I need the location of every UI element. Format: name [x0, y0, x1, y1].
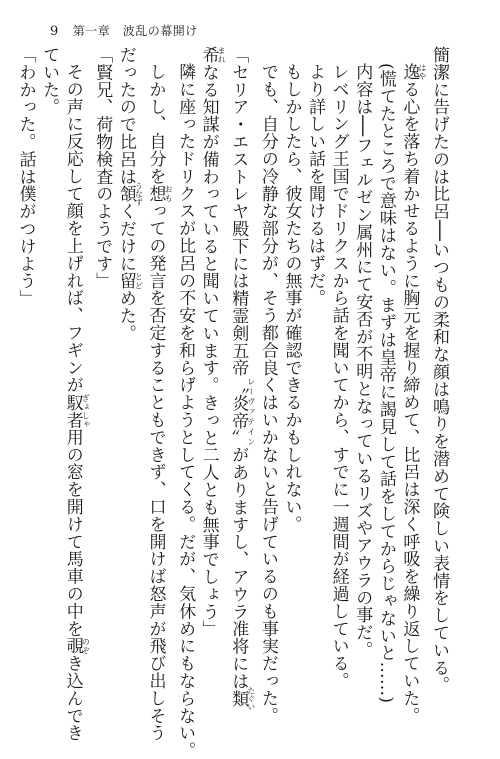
text-segment: ていた。 — [39, 46, 60, 116]
text-line — [60, 46, 91, 742]
text-segment: なる知謀が備わっていると聞いています。きっと二人とも無事でしょう」 — [198, 63, 219, 638]
ruby-base: 想 — [145, 184, 166, 203]
text-segment: その声に反応して顔を上げれば、フギンが — [62, 63, 83, 394]
text-segment: しかし、自分を — [145, 63, 166, 185]
text-segment: 隣に座ったドリクスが比呂の不安を和らげようとしてくる。だが、気休めにもならない。 — [175, 63, 196, 759]
ruby-base: 馭者 — [62, 393, 83, 429]
text-segment: でも、自分の冷静な部分が、そう都合良くはいかないと告げているのも事実だった。 — [257, 63, 278, 725]
text-segment: き込んでき — [62, 654, 83, 742]
ruby-reading: はや — [417, 63, 427, 81]
text-line — [373, 46, 397, 704]
text-segment: 「セリア・エストレヤ殿下には精霊剣五帝 — [228, 46, 249, 377]
text-segment: くだけに — [115, 202, 136, 273]
text-segment: めた。 — [115, 289, 136, 342]
ruby-word — [115, 181, 144, 206]
text-line — [90, 46, 114, 666]
ruby-word — [62, 637, 91, 655]
ruby-base: 〝炎帝〟 — [228, 376, 249, 447]
ruby-reading: たぐい — [246, 686, 256, 711]
text-line — [196, 46, 226, 666]
ruby-word — [228, 686, 256, 711]
running-header — [50, 22, 198, 39]
ruby-reading: のぞ — [81, 637, 91, 655]
text-segment: より詳しい話を聞けるはずだ。 — [305, 63, 326, 307]
text-segment: もしかしたら、彼女たちの無事が確認できるかもしれない。 — [281, 63, 302, 533]
ruby-reading: レーヴァテイン — [246, 376, 256, 447]
body-text — [15, 46, 450, 759]
text-line — [326, 46, 350, 690]
text-segment: (慌てたところで意味はない。まずは皇帝に謁見して話をしてからじゃないと……) — [375, 63, 396, 704]
ruby-base: 留 — [115, 272, 136, 290]
ruby-reading: おも — [163, 184, 173, 203]
chapter-title: 第一章 波乱の幕開け — [72, 24, 198, 38]
ruby-reading: うなず — [134, 181, 144, 206]
text-line — [350, 46, 374, 666]
ruby-reading: ぎょしゃ — [81, 393, 91, 429]
text-line — [143, 46, 173, 742]
ruby-word — [115, 272, 144, 290]
text-segment: る心を落ち着かせるように胸元を握り締めて、比呂は深く呼吸を繰り返していた。 — [399, 80, 420, 725]
text-segment: 簡潔に告げたのは比呂──いつもの柔和な顔は鳴りを潜めて険しい表情をしている。 — [429, 46, 449, 694]
text-line — [113, 46, 143, 666]
text-line — [302, 46, 326, 666]
ruby-word — [62, 393, 91, 429]
ruby-base: 希 — [198, 46, 219, 64]
ruby-reading: まれ — [217, 46, 227, 64]
text-segment: がありますし、アウラ准将には — [228, 446, 249, 690]
text-segment: っての発言を否定することもできず、口を開けば怒声が飛び出しそう — [145, 202, 166, 742]
text-segment: 内容は──フェルゼン属州にて安否が不明となっているリズやアウラの事だ。 — [352, 63, 373, 659]
text-line — [397, 46, 427, 725]
ruby-word — [145, 184, 173, 203]
text-segment: 用の窓を開けて馬車の中を — [62, 428, 83, 638]
ruby-base: 類 — [228, 686, 249, 711]
ruby-base: 頷 — [115, 181, 136, 206]
text-line — [426, 46, 450, 694]
text-line — [279, 46, 303, 666]
text-segment: 「わかった。話は僕がつけよう」 — [15, 46, 36, 307]
text-line — [37, 46, 61, 666]
text-line — [172, 46, 196, 759]
text-segment: だったので比呂は — [115, 46, 136, 186]
text-line — [13, 46, 37, 666]
text-line — [255, 46, 279, 725]
text-segment: 「賢兄、荷物検査のようです」 — [92, 46, 113, 290]
text-line — [226, 46, 256, 711]
ruby-base: 覗 — [62, 637, 83, 655]
ruby-word — [399, 63, 427, 81]
ruby-base: 逸 — [399, 63, 420, 81]
text-segment: レベリング王国でドリクスから話を聞いてから、すでに一週間が経過している。 — [328, 63, 349, 690]
page-number: 9 — [50, 24, 59, 39]
ruby-word — [198, 46, 227, 64]
ruby-reading: とど — [134, 272, 144, 290]
ruby-word — [228, 376, 256, 447]
